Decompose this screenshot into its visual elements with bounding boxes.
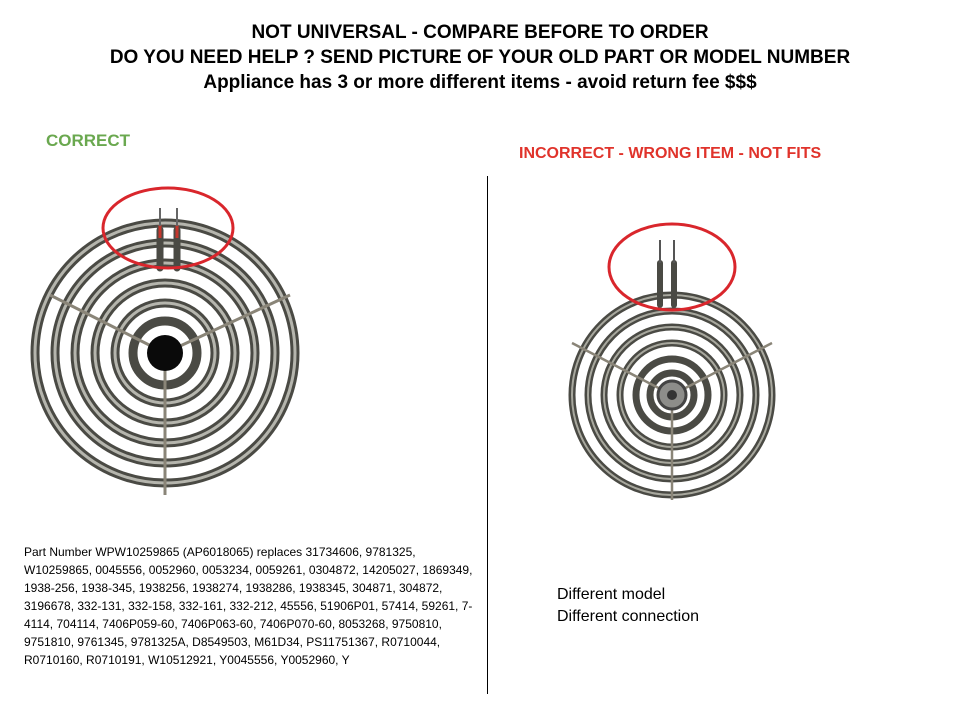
incorrect-label: INCORRECT - WRONG ITEM - NOT FITS [519,145,822,162]
header-line-1: NOT UNIVERSAL - COMPARE BEFORE TO ORDER [251,22,709,43]
note-different-connection: Different connection [557,608,700,625]
center-divider [487,176,488,694]
part-number-list: Part Number WPW10259865 (AP6018065) replaces 31734606, 9781325, W10259865, 0045556, 0052960, 0053234, 0059261, 0304872, 14205027, 1869349, 1938-256, 1938-345, 1938256, 1938274, 1938286, 1938345, 304871, 304872, 3196678, 332-131, 332-158, 332-161, 332-212, 45556, 51906P01, 57414, 59261, 7-4114, 704114, 7406P059-60, 7406P063-60, 7406P070-60, 8053268, 9750810, 9751810, 9761345, 9781325A, D8549503, M61D34, PS11751367, R0710044, R0710160, R0710191, W10512921, Y0045556, Y0052960, Y [24,545,473,667]
header [0,20,960,95]
note-different-model: Different model [557,586,666,603]
header-line-2: DO YOU NEED HELP ? SEND PICTURE OF YOUR OLD PART OR MODEL NUMBER [109,47,851,68]
incorrect-notes [557,584,699,628]
incorrect-burner-image [560,215,790,485]
correct-label: CORRECT [46,131,131,150]
header-line-3: Appliance has 3 or more different items - avoid return fee $$$ [203,72,757,93]
correct-burner-image [30,190,330,510]
